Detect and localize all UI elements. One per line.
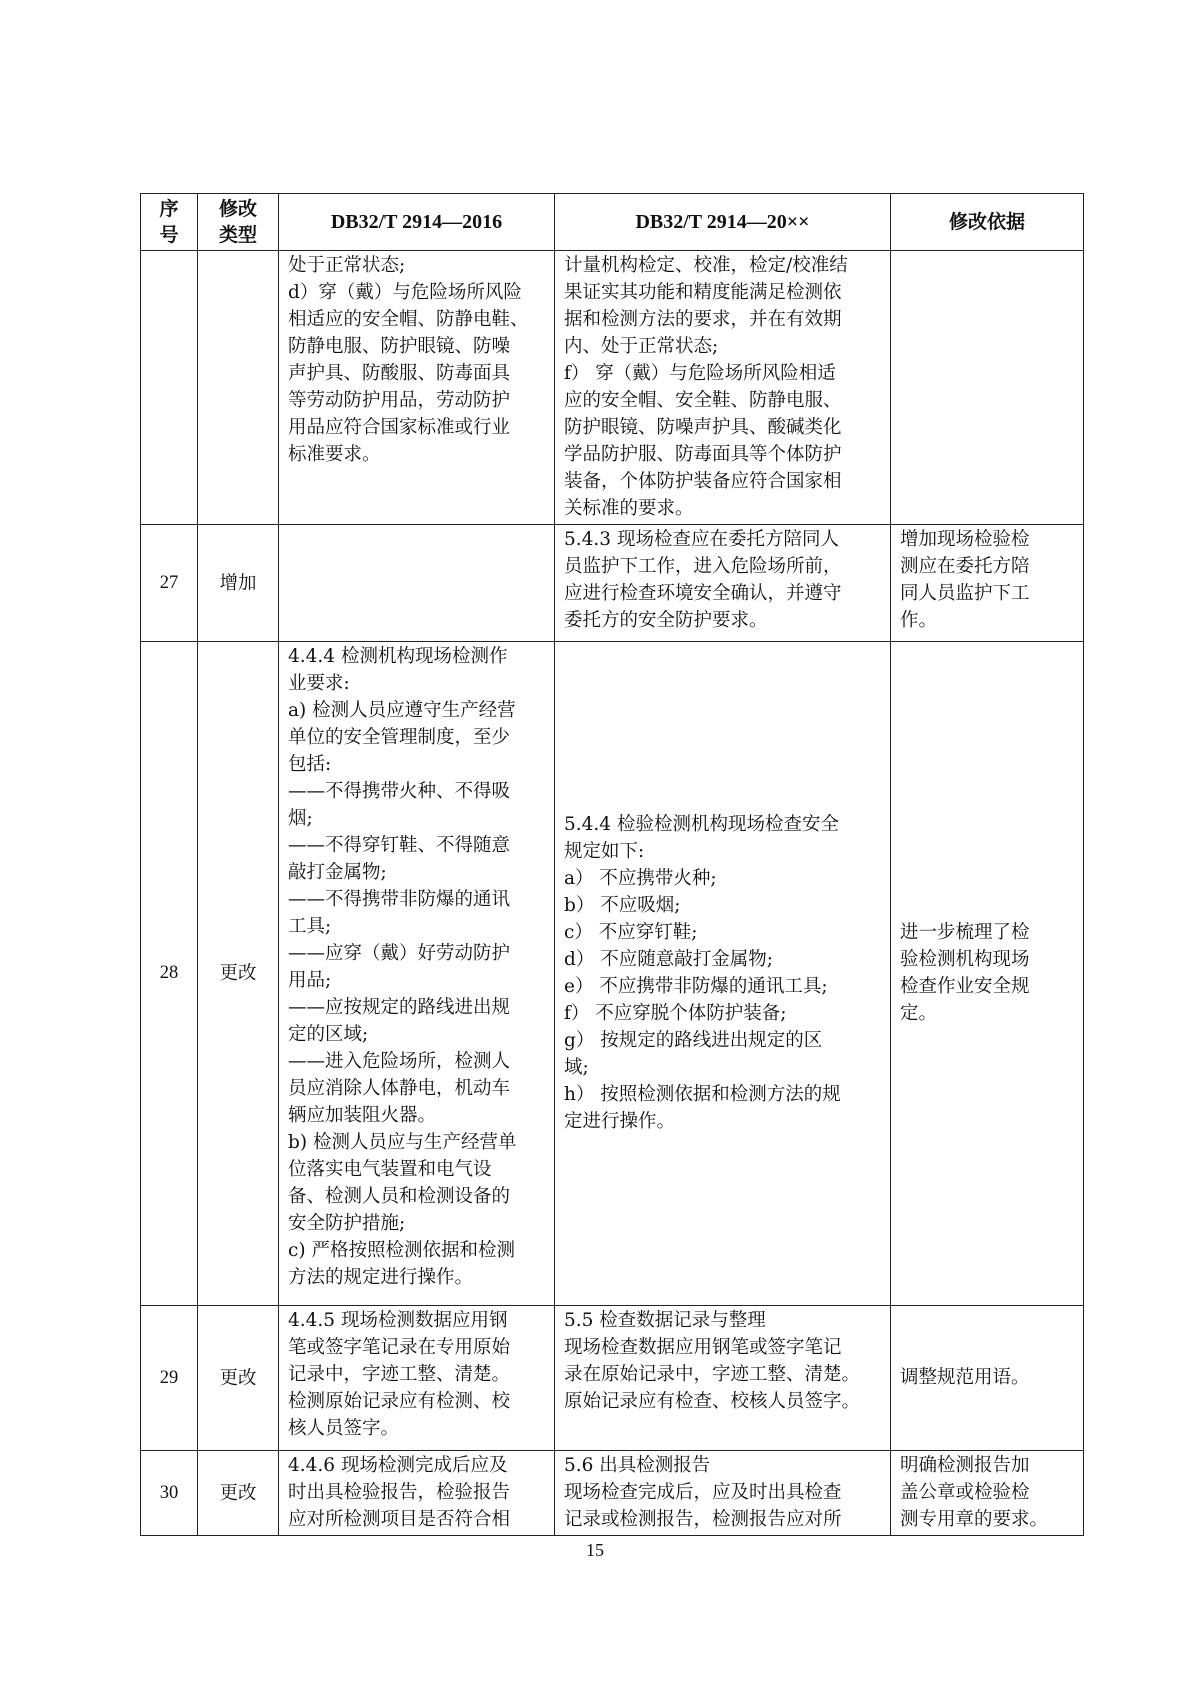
cell-new-clause-line: 录在原始记录中，字迹工整、清楚。	[564, 1364, 861, 1385]
cell-new-clause-line: 定进行操作。	[564, 1111, 676, 1132]
cell-basis-line: 调整规范用语。	[900, 1367, 1030, 1388]
cell-new-clause-line: 内、处于正常状态;	[564, 336, 719, 357]
cell-new-clause-line: 学品防护服、防毒面具等个体防护	[564, 444, 842, 465]
cell-basis-line: 定。	[900, 1003, 938, 1024]
cell-old-clause-line: 辆应加装阻火器。	[288, 1105, 437, 1126]
cell-old-clause-line: 单位的安全管理制度，至少	[288, 727, 511, 748]
cell-old-clause-line: 检测原始记录应有检测、校	[288, 1391, 511, 1412]
cell-old-clause-line: 员应消除人体静电，机动车	[288, 1078, 511, 1099]
cell-old-clause-line: 定的区域;	[288, 1024, 369, 1045]
cell-new-clause-line: 应进行检查环境安全确认，并遵守	[564, 583, 842, 604]
cell-old-clause-line: 方法的规定进行操作。	[288, 1267, 474, 1288]
row-change-type: 更改	[198, 1451, 279, 1536]
row-number: 30	[141, 1451, 198, 1536]
cell-old-clause-line: 记录中，字迹工整、清楚。	[288, 1364, 511, 1385]
cell-old-clause-line: 声护具、防酸服、防毒面具	[288, 363, 511, 384]
cell-new-clause-line: d） 不应随意敲打金属物;	[564, 949, 773, 970]
cell-new-clause-line: 员监护下工作，进入危险场所前，	[564, 556, 842, 577]
cell-new-clause	[555, 642, 891, 1306]
cell-old-clause-line: 烟;	[288, 808, 313, 829]
cell-new-clause	[555, 1451, 891, 1536]
cell-new-clause-line: 5.4.3 现场检查应在委托方陪同人	[564, 529, 839, 550]
cell-new-clause-line: f） 穿（戴）与危险场所风险相适	[564, 363, 836, 384]
cell-new-clause-line: b） 不应吸烟;	[564, 895, 681, 916]
cell-old-clause-line: 用品;	[288, 970, 332, 991]
cell-basis-line: 明确检测报告加	[900, 1455, 1030, 1476]
cell-old-clause-line: 工具;	[288, 916, 332, 937]
cell-old-clause	[279, 1306, 555, 1451]
cell-new-clause-line: 现场检查数据应用钢笔或签字笔记	[564, 1337, 842, 1358]
cell-old-clause-line: 核人员签字。	[288, 1418, 400, 1439]
header-seq: 序 号	[141, 194, 198, 251]
header-type: 修改 类型	[198, 194, 279, 251]
cell-new-clause-line: 防护眼镜、防噪声护具、酸碱类化	[564, 417, 842, 438]
cell-old-clause-line: d）穿（戴）与危险场所风险	[288, 282, 522, 303]
cell-new-clause-line: 关标准的要求。	[564, 498, 694, 519]
cell-old-clause-line: 等劳动防护用品，劳动防护	[288, 390, 511, 411]
cell-basis-line: 验检测机构现场	[900, 949, 1030, 970]
table-row	[141, 251, 1084, 525]
cell-old-clause-line: 敲打金属物;	[288, 862, 387, 883]
cell-new-clause-line: 5.4.4 检验检测机构现场检查安全	[564, 814, 839, 835]
cell-basis	[891, 251, 1084, 525]
cell-old-clause-line: 备、检测人员和检测设备的	[288, 1186, 511, 1207]
cell-old-clause-line: 4.4.4 检测机构现场检测作	[288, 646, 508, 667]
cell-new-clause-line: a） 不应携带火种;	[564, 868, 717, 889]
cell-basis-line: 作。	[900, 610, 938, 631]
cell-new-clause-line: f） 不应穿脱个体防护装备;	[564, 1003, 787, 1024]
cell-old-clause-line: 安全防护措施;	[288, 1213, 406, 1234]
cell-new-clause-line: 记录或检测报告，检测报告应对所	[564, 1509, 842, 1530]
cell-old-clause	[279, 1451, 555, 1536]
cell-basis	[891, 525, 1084, 642]
cell-old-clause-line: ——进入危险场所，检测人	[288, 1051, 511, 1072]
cell-new-clause-line: 据和检测方法的要求，并在有效期	[564, 309, 842, 330]
cell-old-clause	[279, 642, 555, 1306]
row-change-type: 增加	[198, 525, 279, 642]
row-change-type: 更改	[198, 1306, 279, 1451]
cell-new-clause-line: 现场检查完成后，应及时出具检查	[564, 1482, 842, 1503]
table-row	[141, 642, 1084, 1306]
cell-old-clause	[279, 251, 555, 525]
table-row	[141, 1306, 1084, 1451]
cell-new-clause-line: 域;	[564, 1057, 589, 1078]
cell-old-clause-line: 防静电服、防护眼镜、防噪	[288, 336, 511, 357]
table-row	[141, 525, 1084, 642]
cell-new-clause-line: e） 不应携带非防爆的通讯工具;	[564, 976, 828, 997]
revision-table	[140, 193, 1084, 1536]
cell-new-clause-line: 规定如下:	[564, 841, 645, 862]
cell-new-clause-line: g） 按规定的路线进出规定的区	[564, 1030, 823, 1051]
cell-old-clause-line: ——不得携带火种、不得吸	[288, 781, 511, 802]
row-change-type: 更改	[198, 642, 279, 1306]
cell-old-clause-line: 用品应符合国家标准或行业	[288, 417, 511, 438]
header-old-standard: DB32/T 2914—2016	[279, 194, 555, 251]
cell-old-clause-line: 应对所检测项目是否符合相	[288, 1509, 511, 1530]
cell-basis	[891, 1306, 1084, 1451]
cell-basis	[891, 642, 1084, 1306]
page-number: 15	[586, 1540, 604, 1560]
cell-basis-line: 进一步梳理了检	[900, 922, 1030, 943]
cell-basis-line: 增加现场检验检	[900, 529, 1030, 550]
cell-basis-line: 测应在委托方陪	[900, 556, 1030, 577]
cell-old-clause-line: ——不得携带非防爆的通讯	[288, 889, 511, 910]
cell-new-clause-line: 5.6 出具检测报告	[564, 1455, 711, 1476]
cell-old-clause-line: a) 检测人员应遵守生产经营	[288, 700, 516, 721]
cell-old-clause-line: 包括:	[288, 754, 332, 775]
cell-old-clause-line: ——应按规定的路线进出规	[288, 997, 511, 1018]
cell-basis-line: 检查作业安全规	[900, 976, 1030, 997]
row-number: 28	[141, 642, 198, 1306]
cell-old-clause-line: ——不得穿钉鞋、不得随意	[288, 835, 511, 856]
cell-new-clause	[555, 1306, 891, 1451]
cell-new-clause-line: 5.5 检查数据记录与整理	[564, 1310, 766, 1331]
cell-new-clause-line: 应的安全帽、安全鞋、防静电服、	[564, 390, 842, 411]
cell-basis-line: 盖公章或检验检	[900, 1482, 1030, 1503]
cell-new-clause-line: 委托方的安全防护要求。	[564, 610, 768, 631]
cell-old-clause-line: ——应穿（戴）好劳动防护	[288, 943, 511, 964]
header-new-standard: DB32/T 2914—20××	[555, 194, 891, 251]
cell-basis-line: 同人员监护下工	[900, 583, 1030, 604]
cell-old-clause-line: b) 检测人员应与生产经营单	[288, 1132, 517, 1153]
row-number	[141, 251, 198, 525]
header-basis: 修改依据	[891, 194, 1084, 251]
cell-old-clause-line: 笔或签字笔记录在专用原始	[288, 1337, 511, 1358]
cell-old-clause-line: 位落实电气装置和电气设	[288, 1159, 492, 1180]
row-change-type	[198, 251, 279, 525]
row-number: 29	[141, 1306, 198, 1451]
cell-new-clause-line: 原始记录应有检查、校核人员签字。	[564, 1391, 861, 1412]
cell-new-clause-line: 计量机构检定、校准，检定/校准结	[564, 255, 848, 276]
cell-old-clause	[279, 525, 555, 642]
cell-old-clause-line: 业要求:	[288, 673, 350, 694]
cell-old-clause-line: 4.4.6 现场检测完成后应及	[288, 1455, 508, 1476]
cell-old-clause-line: c) 严格按照检测依据和检测	[288, 1240, 515, 1261]
row-number: 27	[141, 525, 198, 642]
cell-new-clause-line: 装备，个体防护装备应符合国家相	[564, 471, 842, 492]
cell-old-clause-line: 4.4.5 现场检测数据应用钢	[288, 1310, 508, 1331]
cell-new-clause	[555, 251, 891, 525]
cell-old-clause-line: 处于正常状态;	[288, 255, 406, 276]
table-row	[141, 1451, 1084, 1536]
table-header-row	[141, 194, 1084, 251]
cell-old-clause-line: 相适应的安全帽、防静电鞋、	[288, 309, 529, 330]
cell-basis	[891, 1451, 1084, 1536]
cell-new-clause-line: 果证实其功能和精度能满足检测依	[564, 282, 842, 303]
cell-old-clause-line: 标准要求。	[288, 444, 381, 465]
cell-basis-line: 测专用章的要求。	[900, 1509, 1049, 1530]
cell-new-clause-line: c） 不应穿钉鞋;	[564, 922, 698, 943]
cell-new-clause-line: h） 按照检测依据和检测方法的规	[564, 1084, 841, 1105]
cell-old-clause-line: 时出具检验报告，检验报告	[288, 1482, 511, 1503]
cell-new-clause	[555, 525, 891, 642]
